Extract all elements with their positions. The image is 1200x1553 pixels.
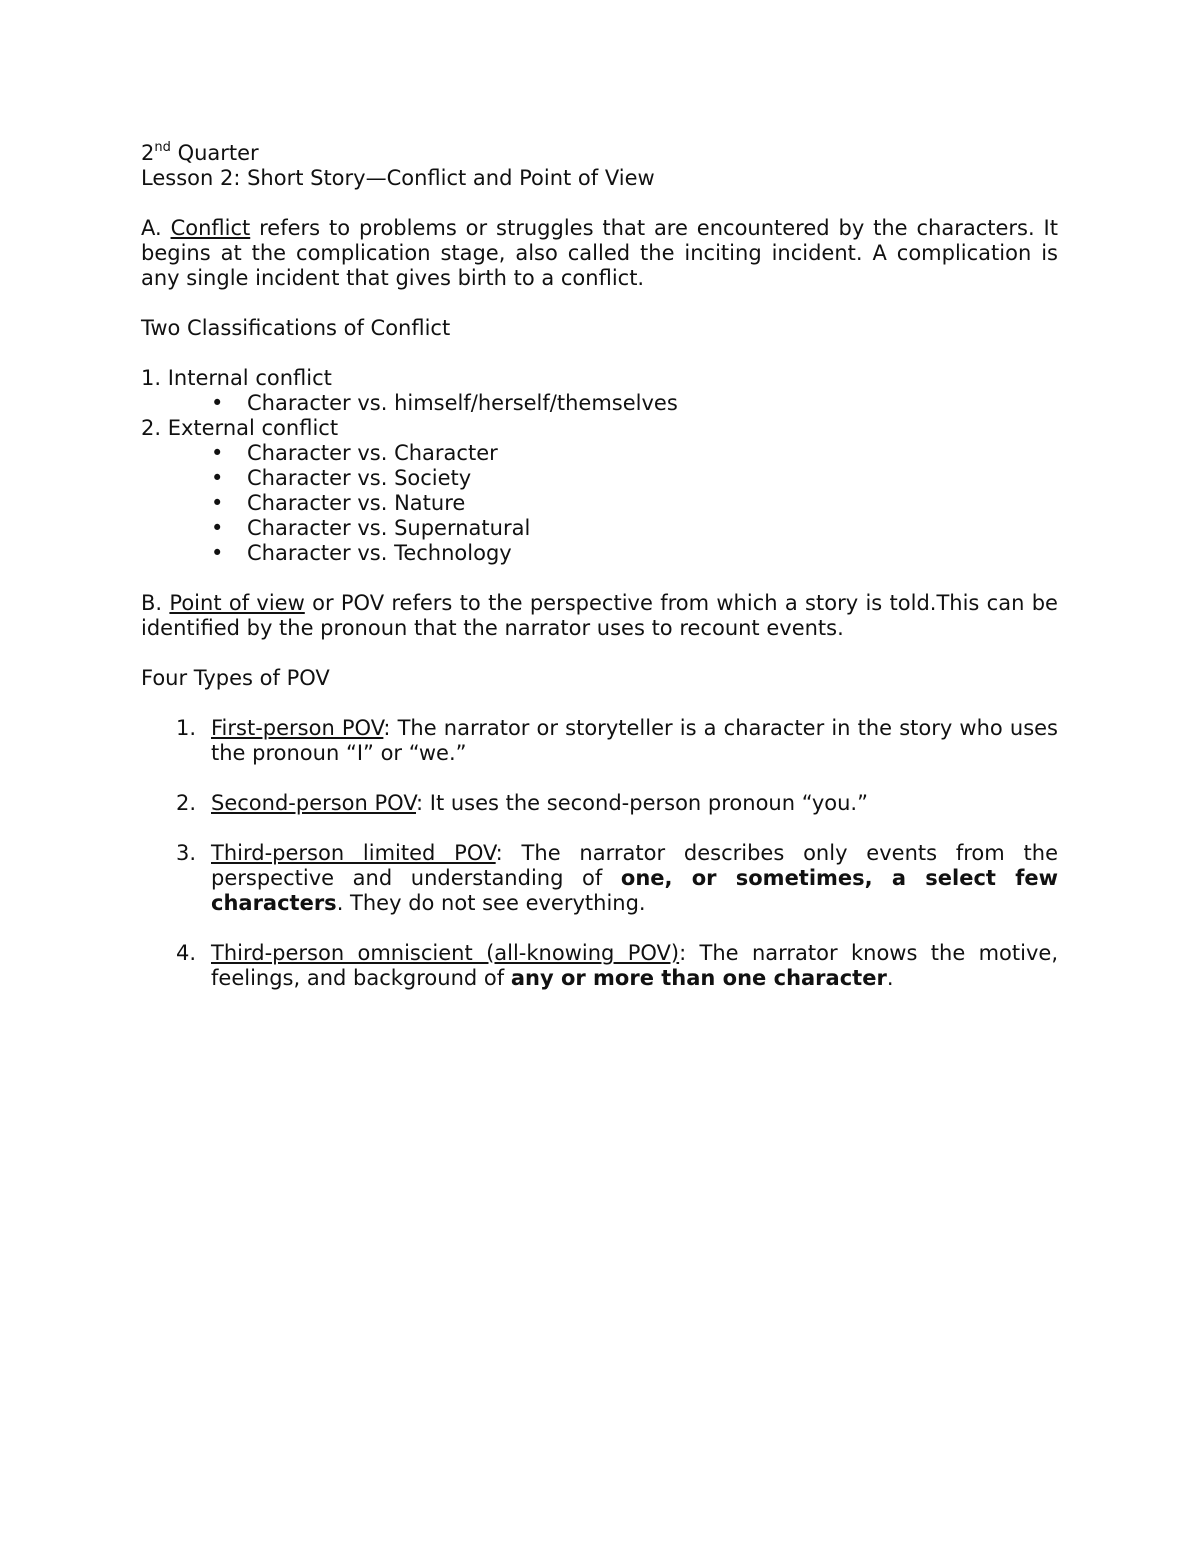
pov-term: Point of view [169,591,305,615]
list-item: 2. Second-person POV: It uses the second-person pronoun “you.” [176,791,868,815]
lesson-title: Lesson 2: Short Story—Conflict and Point of View [141,166,655,190]
bullet-icon: • [211,441,224,465]
conflict-text: refers to problems or struggles that are encountered by the characters. It begins at the complication stage, also called the inciting incident. A complication is any single incident that gives birth to a conflict. [141,216,1058,290]
list-item: • Character vs. Character [211,441,498,465]
list-item: • Character vs. Nature [211,491,466,515]
bullet-icon: • [211,466,224,490]
bullet-icon: • [211,516,224,540]
pov-type-term: Third-person omniscient (all-knowing POV) [211,941,680,965]
pov-types-list [141,716,1058,991]
pov-type-term: Third-person limited POV [211,841,496,865]
emphasis-text: one, or sometimes, a select few characters [211,866,1058,915]
pov-type-term: First-person POV [211,716,384,740]
section-a-prefix: A. [141,216,162,240]
external-conflict-label: 2. External conflict [141,416,339,440]
list-item: • Character vs. Society [211,466,472,490]
external-conflict-list [141,441,1058,566]
bullet-icon: • [211,491,224,515]
list-item: • Character vs. Supernatural [211,516,531,540]
pov-type-term: Second-person POV [211,791,416,815]
section-b-prefix: B. [141,591,163,615]
quarter-line [141,141,1058,166]
classifications-heading: Two Classifications of Conflict [141,316,451,340]
pov-types-heading: Four Types of POV [141,666,330,690]
internal-conflict-label: 1. Internal conflict [141,366,332,390]
item-number: 1. [176,716,197,740]
bullet-icon: • [211,391,224,415]
emphasis-text: any or more than one character [510,966,887,990]
pov-definition [141,591,1058,641]
list-item: 1. First-person POV: The narrator or storyteller is a character in the story who uses the pronoun “I” or “we.” [176,716,1058,765]
quarter-ordinal: nd [154,140,171,155]
quarter-number: 2 [141,141,155,165]
bullet-icon: • [211,541,224,565]
document-body [141,141,1058,1016]
item-number: 2. [176,791,197,815]
list-item: • Character vs. himself/herself/themselves [211,391,678,415]
internal-conflict-list [141,391,1058,416]
list-item: 3. Third-person limited POV: The narrator describes only events from the perspective and understanding of one, or sometimes, a select few characters. They do not see everything. [176,841,1059,915]
item-number: 4. [176,941,197,965]
list-item: 4. Third-person omniscient (all-knowing POV): The narrator knows the motive, feelings, and background of any or more than one character. [176,941,1059,990]
conflict-term: Conflict [170,216,251,240]
conflict-definition [141,216,1058,291]
list-item: • Character vs. Technology [211,541,512,565]
item-number: 3. [176,841,197,865]
pov-text: or POV refers to the perspective from which a story is told.This can be identified by the pronoun that the narrator uses to recount events. [141,591,1058,640]
quarter-word: Quarter [177,141,259,165]
